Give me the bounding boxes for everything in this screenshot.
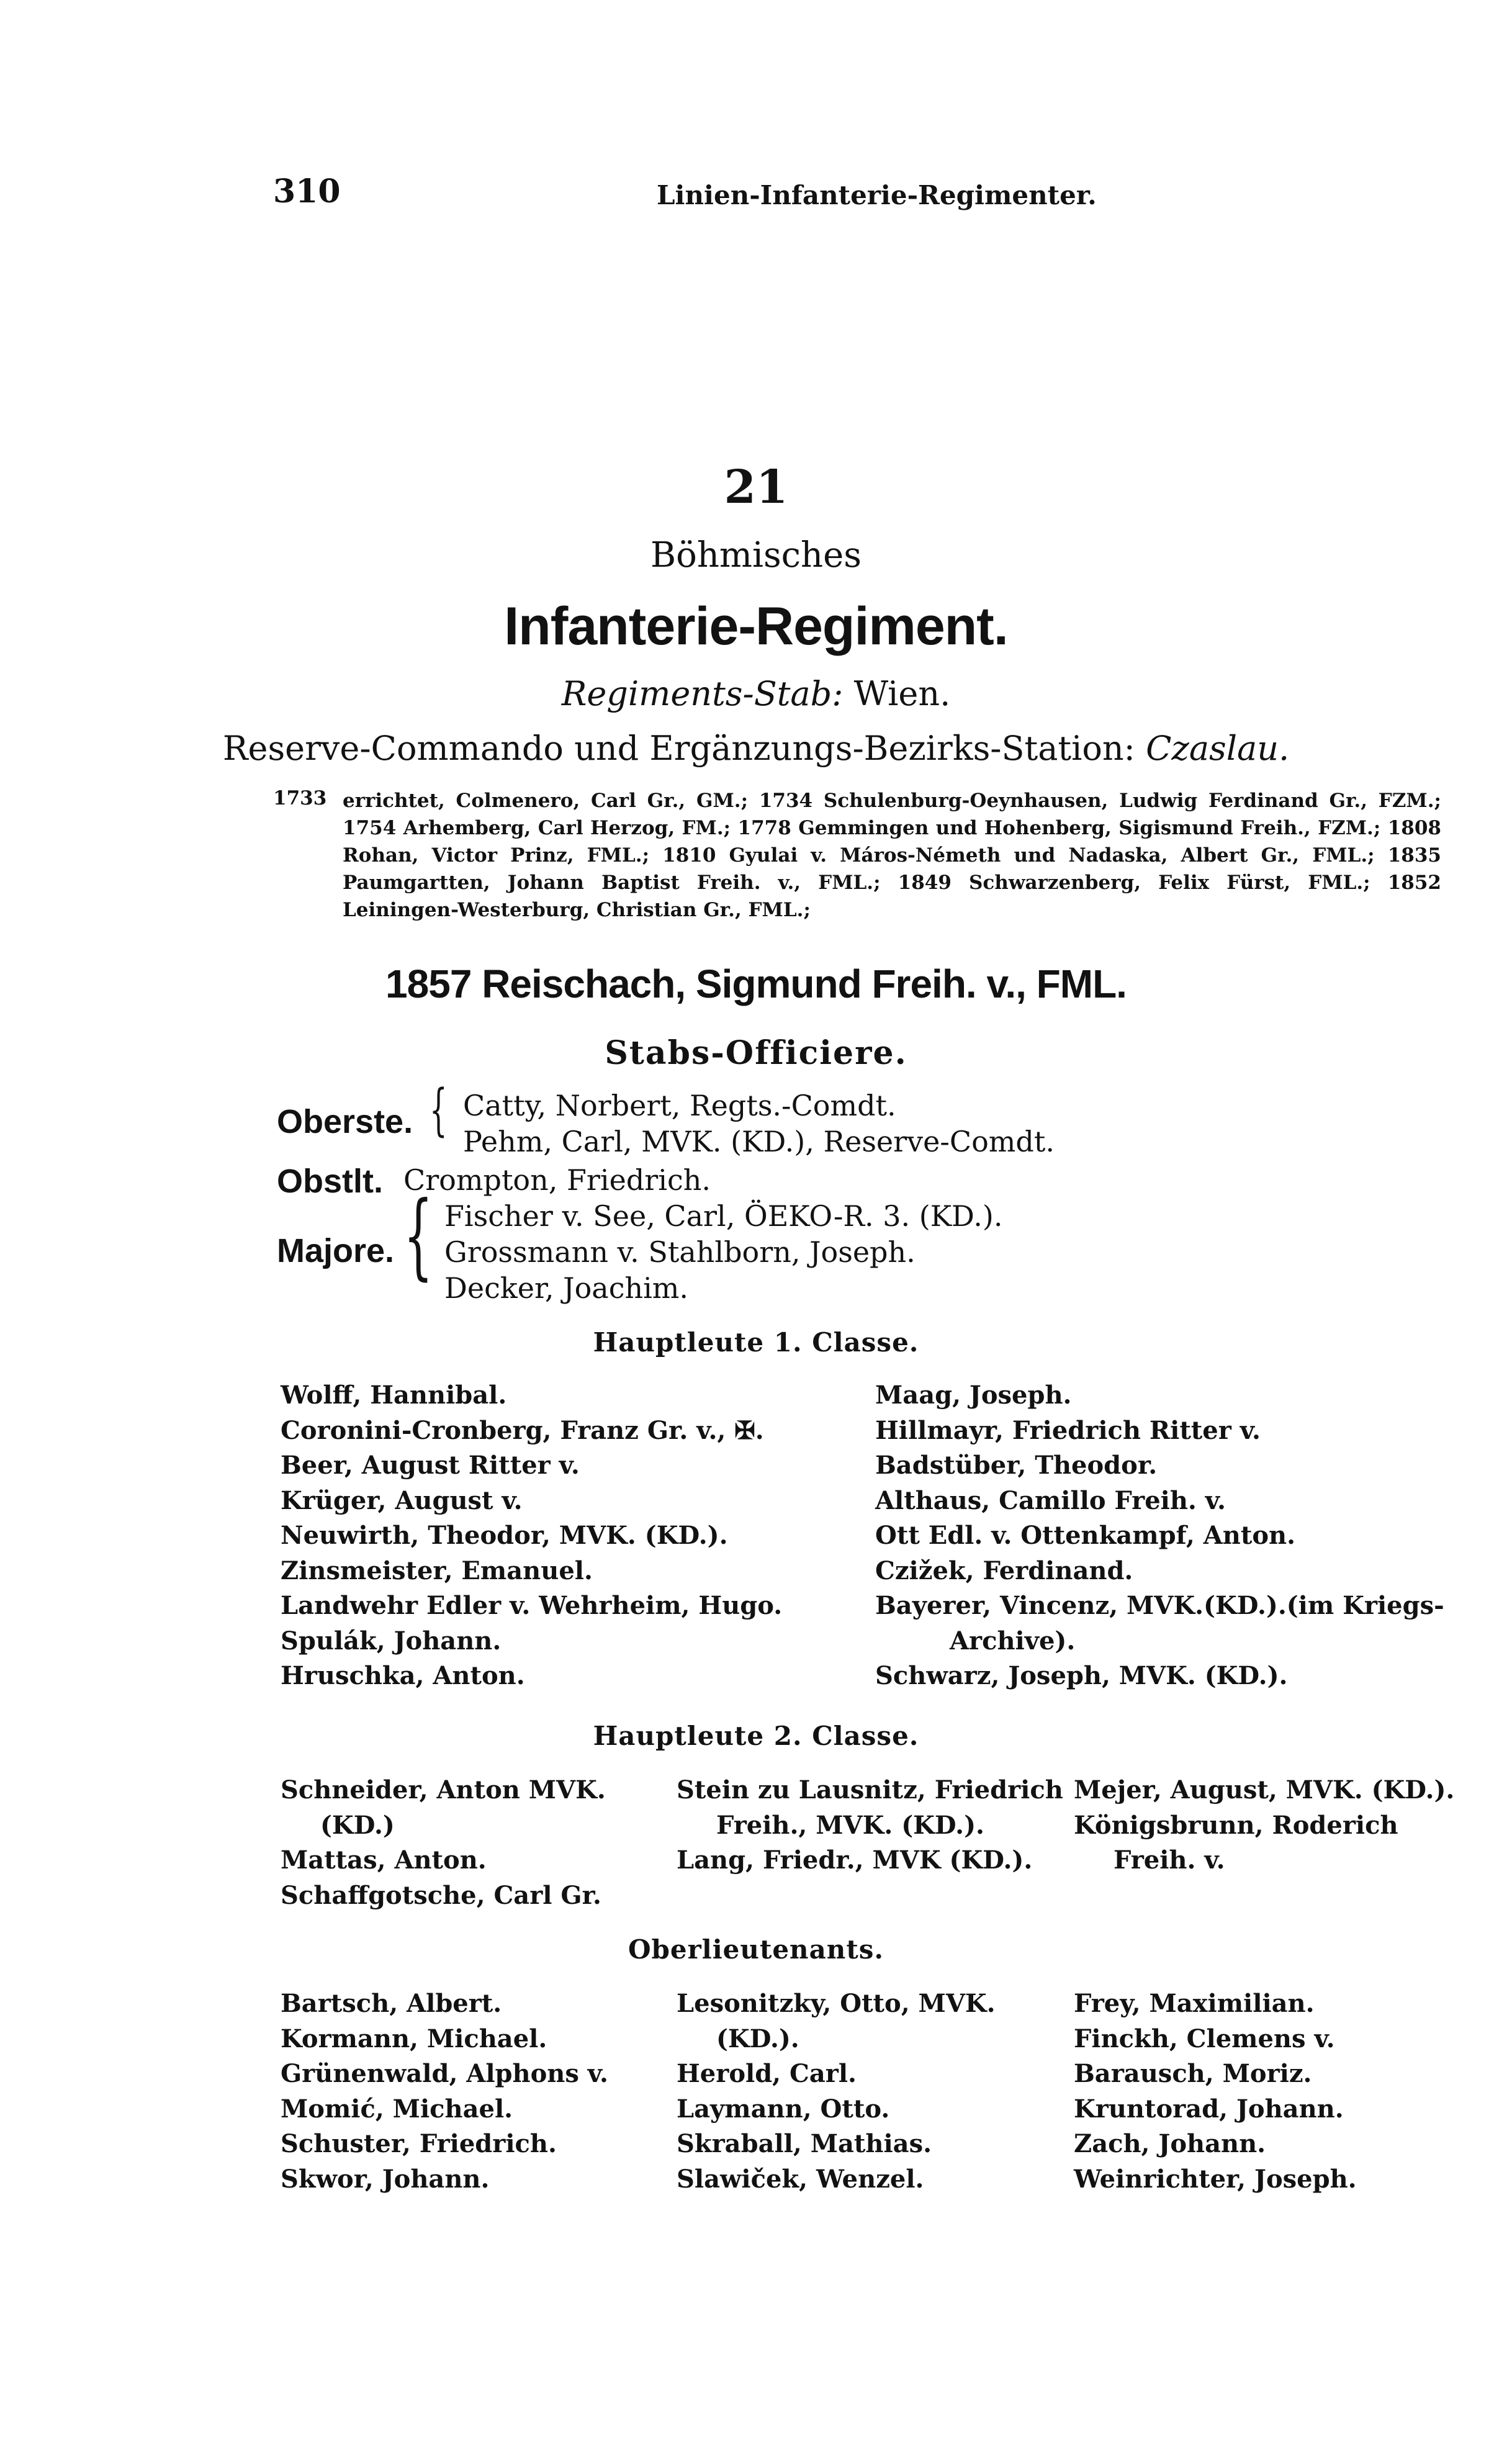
hauptleute-1-right-column <box>875 1378 1446 1694</box>
hauptleute-2-col1 <box>281 1773 647 1913</box>
list-item: Stein zu Lausnitz, Friedrich <box>677 1775 1063 1805</box>
regiment-subtitle: Böhmisches <box>650 535 862 575</box>
list-item: Momić, Michael. <box>281 2094 513 2124</box>
list-item: Spulák, Johann. <box>281 1626 502 1656</box>
major-2: Grossmann v. Stahlborn, Joseph. <box>444 1235 916 1269</box>
list-item: Krüger, August v. <box>281 1485 523 1515</box>
list-item: Mejer, August, MVK. (KD.). <box>1074 1775 1455 1805</box>
stabs-officiere-heading: Stabs-Officiere. <box>605 1034 907 1072</box>
hauptleute-2-col2 <box>677 1773 1063 1878</box>
list-item: Barausch, Moriz. <box>1074 2059 1312 2088</box>
oberlieutenants-col2 <box>677 1986 1049 2197</box>
obstlt-label: Obstlt. <box>277 1163 383 1200</box>
list-item: Czižek, Ferdinand. <box>875 1556 1133 1585</box>
list-item: Schaffgotsche, Carl Gr. <box>281 1880 601 1910</box>
list-item-continuation: (KD.). <box>716 2024 799 2053</box>
list-item: Bartsch, Albert. <box>281 1989 502 2018</box>
history-year: 1733 <box>273 787 327 809</box>
obstlt-name: Crompton, Friedrich. <box>403 1163 711 1197</box>
page-number: 310 <box>273 173 341 210</box>
oberlieutenants-heading: Oberlieutenants. <box>628 1934 884 1965</box>
list-item: Lang, Friedr., MVK (KD.). <box>677 1845 1033 1875</box>
list-item: Althaus, Camillo Freih. v. <box>875 1485 1226 1515</box>
regiment-number: 21 <box>724 461 788 514</box>
list-item: Grünenwald, Alphons v. <box>281 2059 608 2088</box>
list-item: Slawiček, Wenzel. <box>677 2164 924 2194</box>
list-item: Hillmayr, Friedrich Ritter v. <box>875 1415 1261 1445</box>
oberst-1: Catty, Norbert, Regts.-Comdt. <box>463 1089 896 1122</box>
list-item: Skraball, Mathias. <box>677 2129 932 2158</box>
hauptleute-2-heading: Hauptleute 2. Classe. <box>593 1721 919 1751</box>
list-item: Zinsmeister, Emanuel. <box>281 1556 593 1585</box>
regiment-owner: 1857 Reischach, Sigmund Freih. v., FML. <box>385 962 1127 1006</box>
list-item: Finckh, Clemens v. <box>1074 2024 1335 2053</box>
list-item-continuation: Freih. v. <box>1114 1845 1225 1875</box>
list-item: Herold, Carl. <box>677 2059 857 2088</box>
reserve-location: Czaslau. <box>1146 729 1290 768</box>
oberst-2: Pehm, Carl, MVK. (KD.), Reserve-Comdt. <box>463 1125 1055 1158</box>
regiment-staff-line <box>0 674 1512 713</box>
list-item: Schneider, Anton MVK. <box>281 1775 606 1805</box>
list-item: Kormann, Michael. <box>281 2024 547 2053</box>
list-item: Neuwirth, Theodor, MVK. (KD.). <box>281 1521 728 1550</box>
list-item: Wolff, Hannibal. <box>281 1381 507 1410</box>
list-item: Frey, Maximilian. <box>1074 1989 1315 2018</box>
list-item: Königsbrunn, Roderich <box>1074 1810 1398 1840</box>
regiment-title: Infanterie-Regiment. <box>504 597 1008 656</box>
list-item: Zach, Johann. <box>1074 2129 1266 2158</box>
list-item: Laymann, Otto. <box>677 2094 890 2124</box>
running-title: Linien-Infanterie-Regimenter. <box>657 180 1097 210</box>
list-item: Weinrichter, Joseph. <box>1074 2164 1357 2194</box>
list-item: Maag, Joseph. <box>875 1381 1072 1410</box>
oberlieutenants-col3 <box>1074 1986 1471 2197</box>
staff-label: Regiments-Stab: <box>561 674 844 713</box>
list-item-continuation: Archive). <box>950 1626 1076 1656</box>
list-item-continuation: (KD.) <box>320 1810 395 1840</box>
major-3: Decker, Joachim. <box>444 1271 689 1305</box>
list-item: Badstüber, Theodor. <box>875 1451 1158 1480</box>
majore-label: Majore. <box>277 1232 395 1269</box>
list-item: Beer, August Ritter v. <box>281 1451 580 1480</box>
oberste-label: Oberste. <box>277 1103 413 1140</box>
list-item: Schuster, Friedrich. <box>281 2129 557 2158</box>
hauptleute-2-col3 <box>1074 1773 1471 1878</box>
list-item-continuation: Freih., MVK. (KD.). <box>716 1810 984 1840</box>
list-item: Mattas, Anton. <box>281 1845 487 1875</box>
oberste-brace: { <box>430 1078 448 1143</box>
list-item: Skwor, Johann. <box>281 2164 490 2194</box>
list-item: Bayerer, Vincenz, MVK.(KD.).(im Kriegs- <box>875 1591 1444 1620</box>
list-item: Landwehr Edler v. Wehrheim, Hugo. <box>281 1591 783 1620</box>
hauptleute-1-left-column <box>281 1378 802 1694</box>
major-1: Fischer v. See, Carl, ÖEKO-R. 3. (KD.). <box>444 1199 1003 1233</box>
majore-brace: { <box>403 1182 433 1290</box>
list-item: Lesonitzky, Otto, MVK. <box>677 1989 996 2018</box>
staff-location: Wien. <box>853 674 951 713</box>
history-paragraph: errichtet, Colmenero, Carl Gr., GM.; 1734 Schulenburg-Oeynhausen, Ludwig Ferdinand Gr., FZM.; 1754 Arhemberg, Carl Herzog, FM.; 1778 Gemmingen und Hohenberg, Sigismund Freih., FZM.; 1808 Rohan, Victor Prinz, FML.; 1810 Gyulai v. Máros-Németh und Nadaska, Albert Gr., FML.; 1835 Paumgartten, Johann Baptist Freih. v., FML.; 1849 Schwarzenberg, Felix Fürst, FML.; 1852 Leiningen-Westerburg, Christian Gr., FML.; <box>343 790 1441 921</box>
list-item: Kruntorad, Johann. <box>1074 2094 1344 2124</box>
oberlieutenants-col1 <box>281 1986 647 2197</box>
reserve-line <box>0 729 1512 768</box>
list-item: Coronini-Cronberg, Franz Gr. v., ✠. <box>281 1415 764 1445</box>
reserve-label: Reserve-Commando und Ergänzungs-Bezirks-Station: <box>222 729 1135 768</box>
list-item: Ott Edl. v. Ottenkampf, Anton. <box>875 1521 1296 1550</box>
list-item: Hruschka, Anton. <box>281 1661 525 1690</box>
hauptleute-1-heading: Hauptleute 1. Classe. <box>593 1327 919 1358</box>
list-item: Schwarz, Joseph, MVK. (KD.). <box>875 1661 1288 1690</box>
